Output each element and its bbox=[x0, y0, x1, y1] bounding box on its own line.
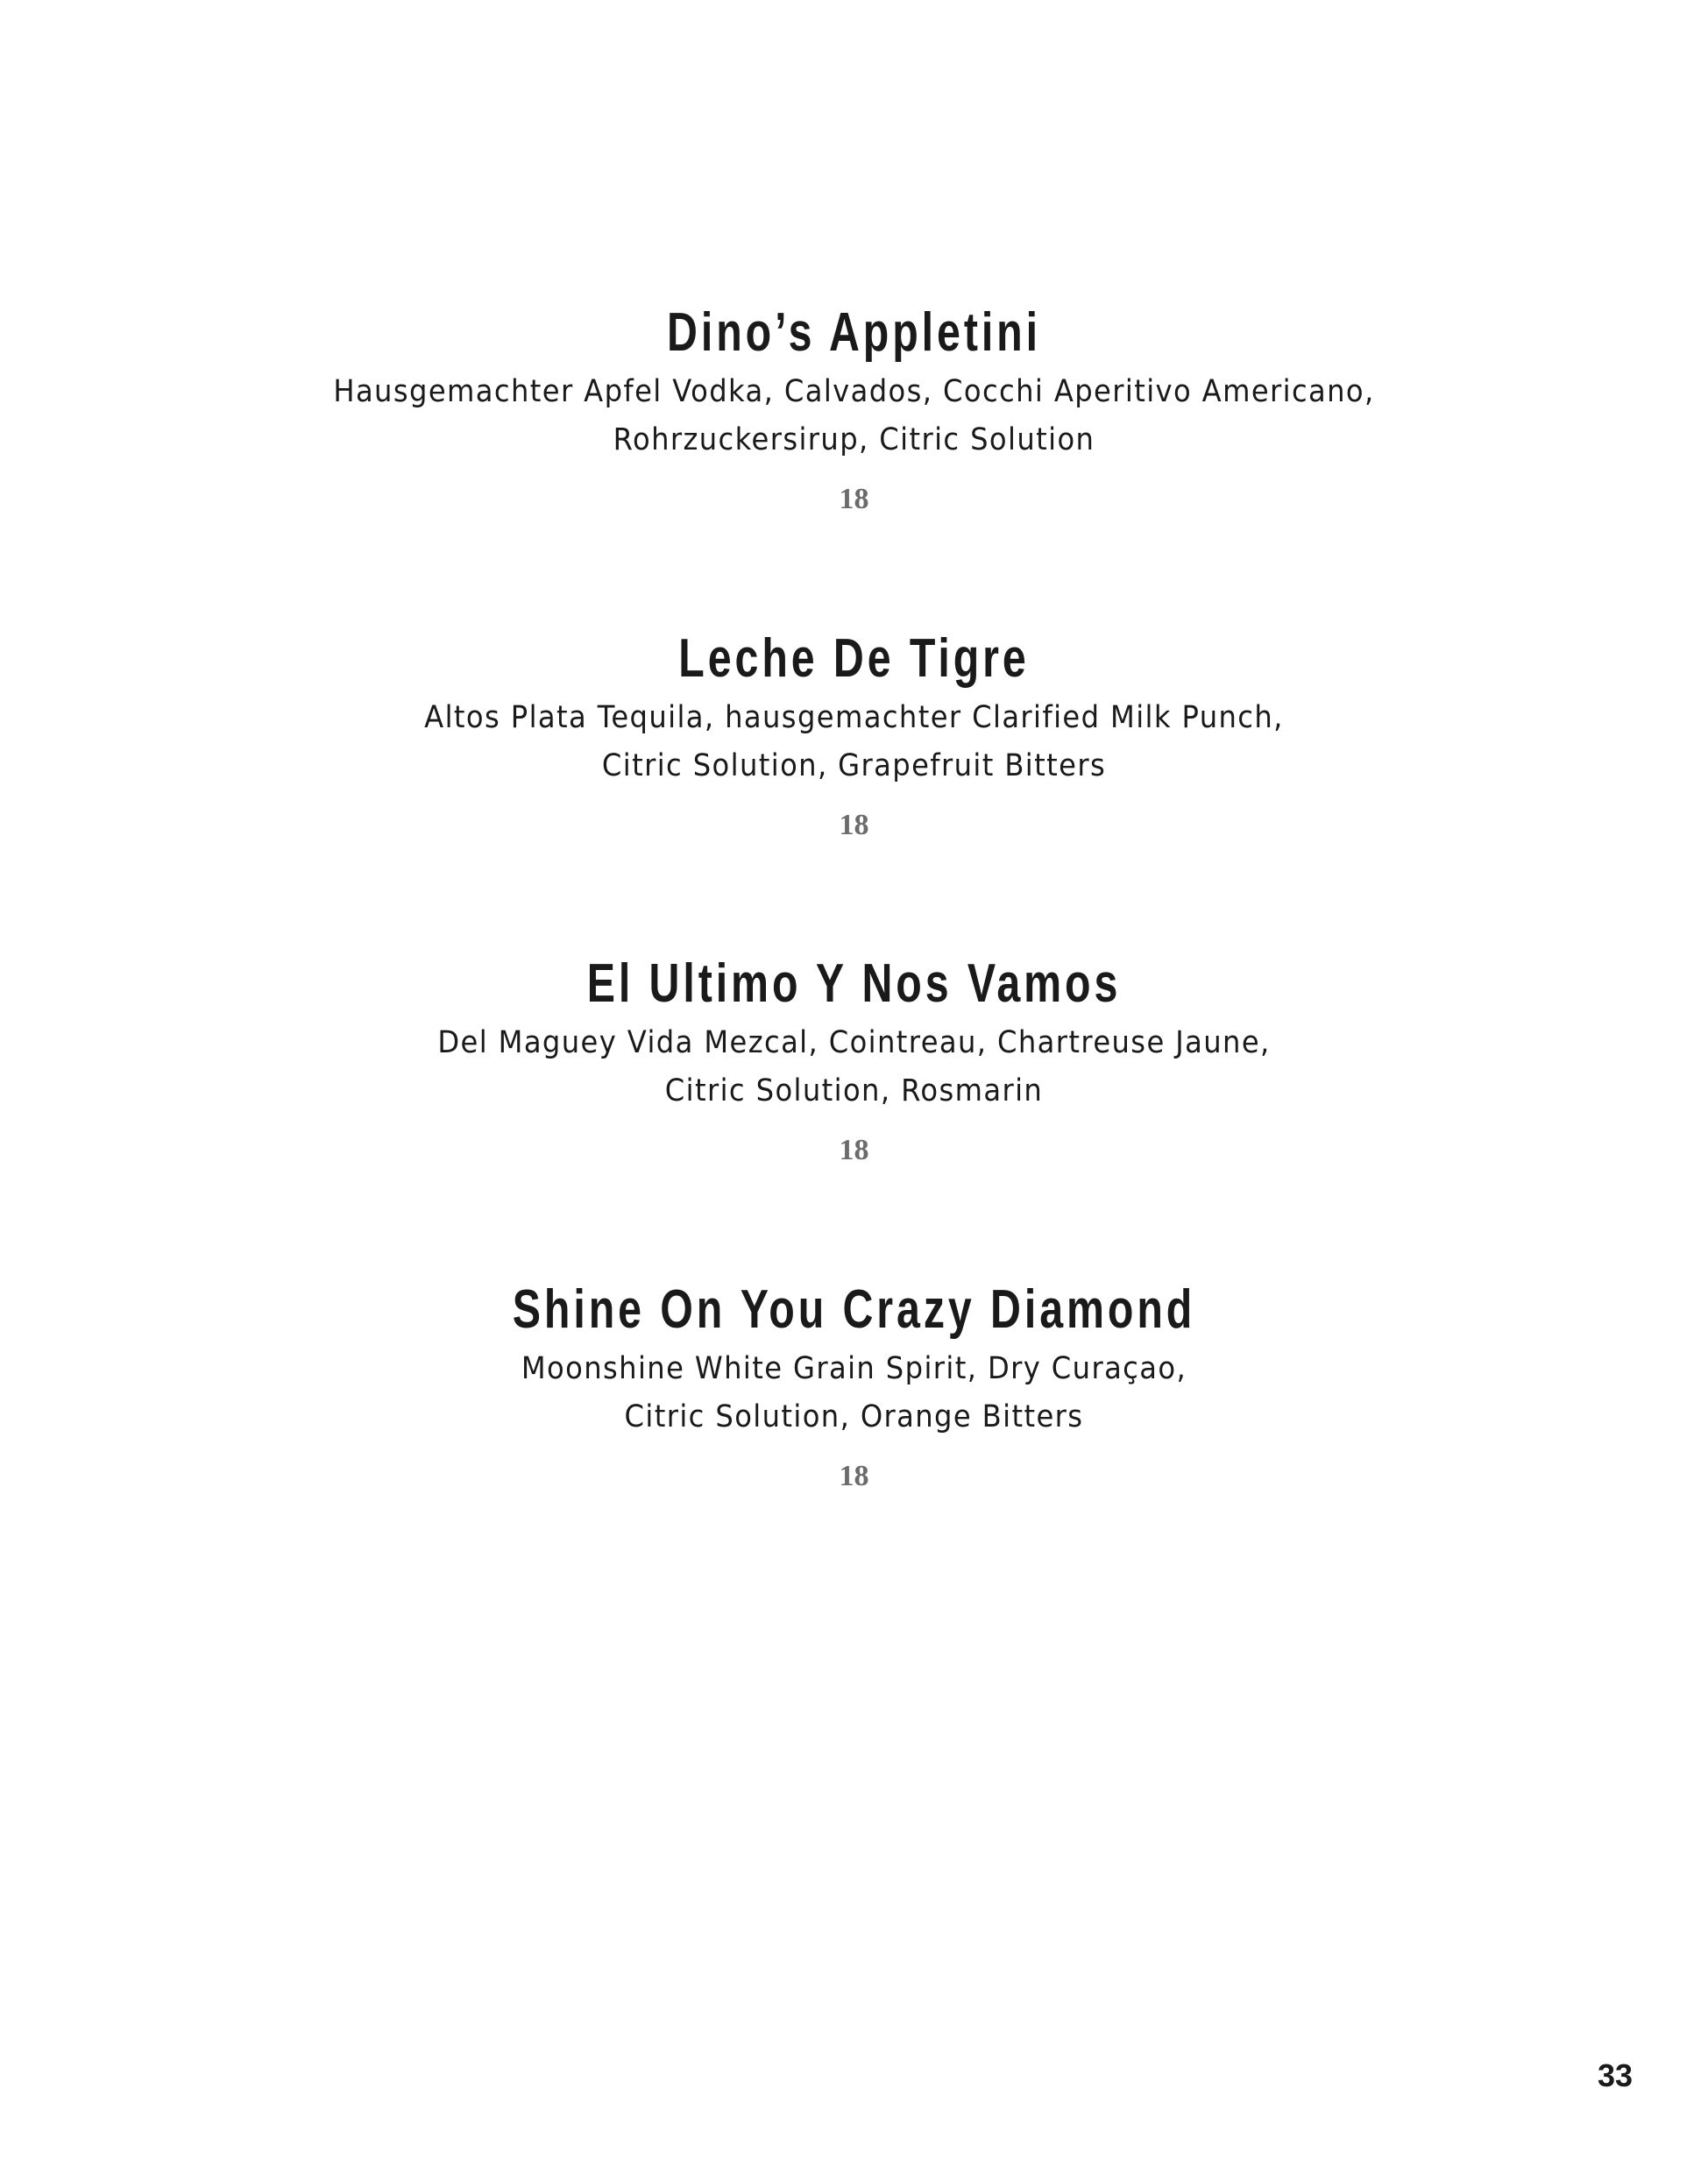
item-name: Leche De Tigre bbox=[678, 628, 1030, 689]
item-price: 18 bbox=[839, 1460, 869, 1492]
item-description-line-2: Citric Solution, Orange Bitters bbox=[624, 1399, 1084, 1434]
item-price: 18 bbox=[839, 1134, 869, 1166]
menu-item bbox=[0, 298, 1708, 517]
item-description-line-1: Moonshine White Grain Spirit, Dry Curaçao, bbox=[521, 1351, 1187, 1386]
page-number: 33 bbox=[1597, 2057, 1633, 2093]
item-description-line-2: Rohrzuckersirup, Citric Solution bbox=[613, 422, 1095, 457]
item-description-line-1: Hausgemachter Apfel Vodka, Calvados, Cocchi Aperitivo Americano, bbox=[333, 374, 1375, 409]
menu-item bbox=[0, 1275, 1708, 1494]
item-description-line-2: Citric Solution, Grapefruit Bitters bbox=[601, 748, 1107, 783]
item-description-line-2: Citric Solution, Rosmarin bbox=[664, 1073, 1044, 1108]
item-name: Shine On You Crazy Diamond bbox=[512, 1279, 1196, 1340]
item-name: El Ultimo Y Nos Vamos bbox=[586, 953, 1122, 1014]
item-description-line-1: Del Maguey Vida Mezcal, Cointreau, Chartreuse Jaune, bbox=[437, 1025, 1271, 1060]
item-name: Dino’s Appletini bbox=[667, 302, 1041, 363]
item-price: 18 bbox=[839, 809, 869, 841]
item-price: 18 bbox=[839, 483, 869, 515]
menu-item bbox=[0, 624, 1708, 843]
item-description-line-1: Altos Plata Tequila, hausgemachter Clarified Milk Punch, bbox=[424, 700, 1284, 735]
menu-item bbox=[0, 949, 1708, 1168]
